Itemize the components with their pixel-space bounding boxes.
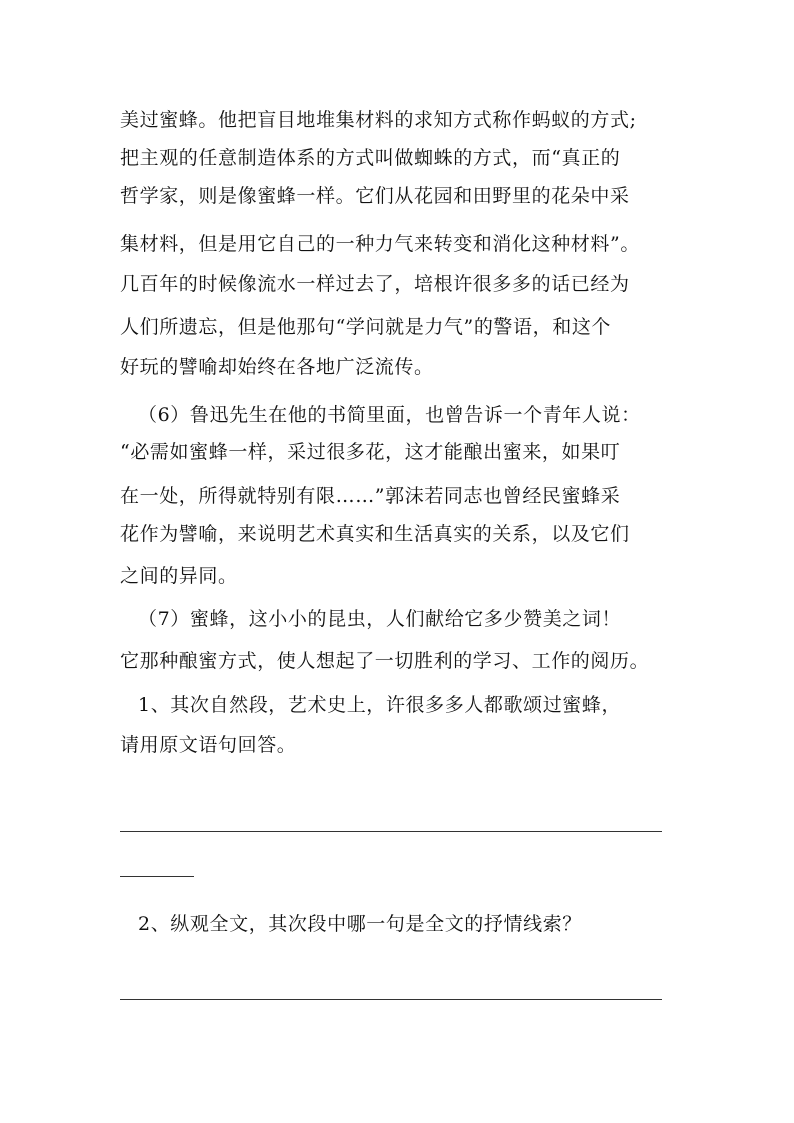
question-1: 1、其次自然段，艺术史上，许很多多人都歌颂过蜜蜂， [138, 694, 622, 716]
text-line-7: 好玩的譬喻却始终在各地广泛流传。 [120, 356, 434, 378]
text-line-6: 人们所遗忘，但是他那句“学问就是力气”的警语，和这个 [120, 316, 612, 338]
text-line-12: 之间的异同。 [120, 565, 238, 587]
answer-line-1[interactable] [120, 831, 662, 832]
text-line-11: 花作为譬喻，来说明艺术真实和生活真实的关系，以及它们 [120, 523, 630, 545]
text-line-4: 集材料，但是用它自己的一种力气来转变和消化这种材料”。 [120, 233, 640, 255]
text-line-5: 几百年的时候像流水一样过去了，培根许很多多的话已经为 [120, 273, 630, 295]
paragraph-7-start: （7）蜜蜂，这小小的昆虫，人们献给它多少赞美之词！ [138, 608, 622, 630]
text-line-10: 在一处，所得就特别有限……”郭沫若同志也曾经民蜜蜂采 [120, 485, 621, 507]
paragraph-6-start: （6）鲁迅先生在他的书简里面，也曾告诉一个青年人说： [138, 404, 641, 426]
text-line-2: 把主观的任意制造体系的方式叫做蜘蛛的方式，而“真正的 [120, 147, 621, 169]
text-line-9: “必需如蜜蜂一样，采过很多花，这才能酿出蜜来，如果叮 [120, 441, 621, 463]
question-2: 2、纵观全文，其次段中哪一句是全文的抒情线索？ [138, 913, 582, 935]
answer-line-1-continued[interactable] [120, 876, 194, 877]
text-line-3: 哲学家，则是像蜜蜂一样。它们从花园和田野里的花朵中采 [120, 185, 630, 207]
text-line-14: 它那种酿蜜方式，使人想起了一切胜利的学习、工作的阅历。 [120, 650, 650, 672]
answer-line-2[interactable] [120, 999, 662, 1000]
question-1-continued: 请用原文语句回答。 [120, 734, 297, 756]
text-line-1: 美过蜜蜂。他把盲目地堆集材料的求知方式称作蚂蚁的方式; [120, 109, 637, 131]
